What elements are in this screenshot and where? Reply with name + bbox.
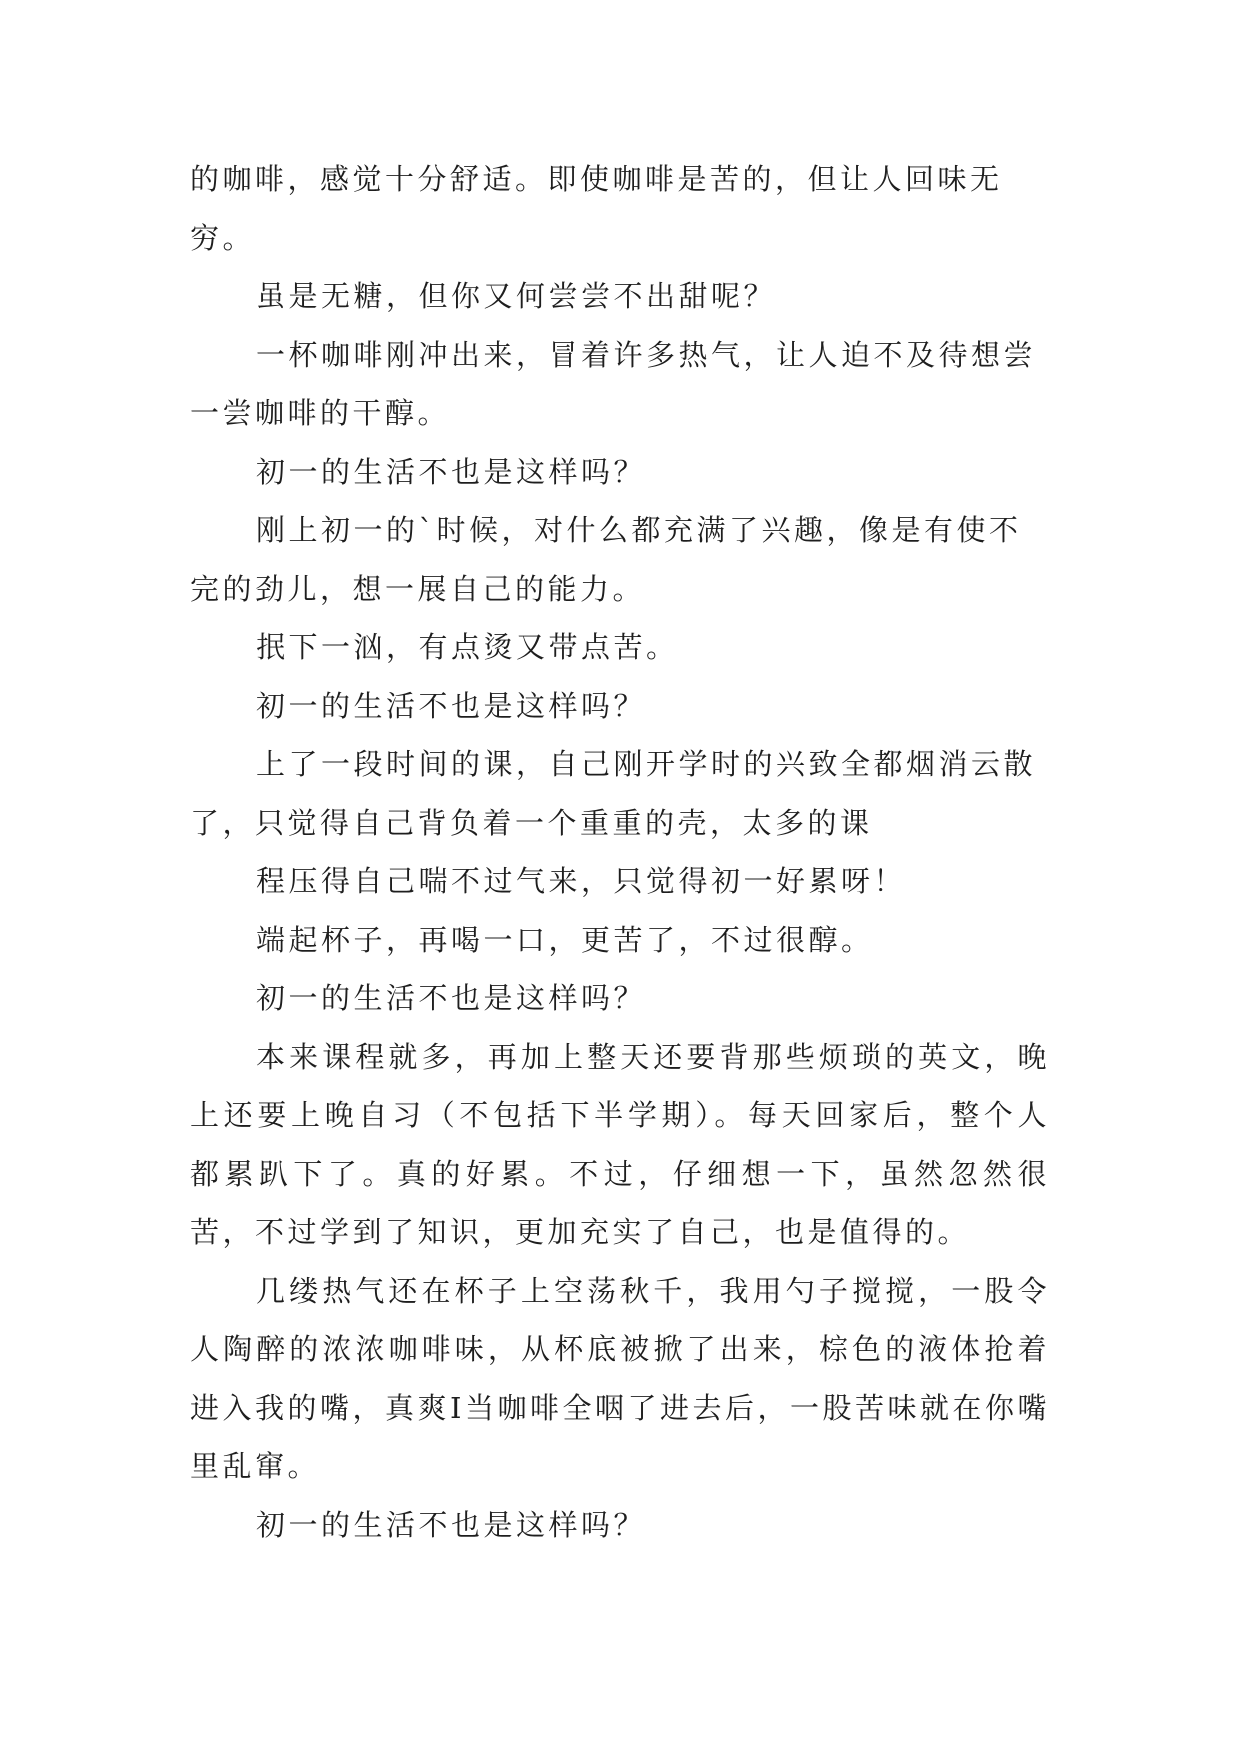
paragraph-continuation: 的咖啡，感觉十分舒适。即使咖啡是苦的，但让人回味无穷。 (190, 162, 1003, 255)
paragraph: 程压得自己喘不过气来，只觉得初一好累呀！ (256, 864, 907, 898)
paragraph: 几缕热气还在杯子上空荡秋千，我用勺子搅搅，一股令人陶醉的浓浓咖啡味，从杯底被掀了出来，棕色的液体抢着进入我的嘴，真爽I当咖啡全咽了进去后，一股苦味就在你嘴里乱窜。 (190, 1273, 1050, 1483)
paragraph: 初一的生活不也是这样吗？ (256, 981, 647, 1015)
paragraph: 一杯咖啡刚冲出来，冒着许多热气，让人迫不及待想尝一尝咖啡的干醇。 (190, 337, 1037, 430)
paragraph: 抿下一汹，有点烫又带点苦。 (256, 630, 679, 664)
paragraph: 初一的生活不也是这样吗？ (256, 454, 647, 489)
paragraph: 上了一段时间的课，自己刚开学时的兴致全都烟消云散了，只觉得自己背负着一个重重的壳，太多的课 (190, 747, 1037, 840)
paragraph: 刚上初一的`时候，对什么都充满了兴趣，像是有使不完的劲儿，想一展自己的能力。 (190, 513, 1022, 606)
document-body (190, 150, 1050, 1554)
paragraph: 初一的生活不也是这样吗？ (256, 1507, 647, 1542)
paragraph: 初一的生活不也是这样吗？ (256, 688, 647, 723)
paragraph: 端起杯子，再喝一口，更苦了，不过很醇。 (256, 922, 874, 957)
paragraph: 本来课程就多，再加上整天还要背那些烦琐的英文，晚上还要上晚自习（不包括下半学期）。每天回家后，整个人都累趴下了。真的好累。不过，仔细想一下，虽然忽然很苦，不过学到了知识，更加充实了自己，也是值得的。 (190, 1039, 1050, 1249)
paragraph: 虽是无糖，但你又何尝尝不出甜呢？ (256, 279, 777, 313)
